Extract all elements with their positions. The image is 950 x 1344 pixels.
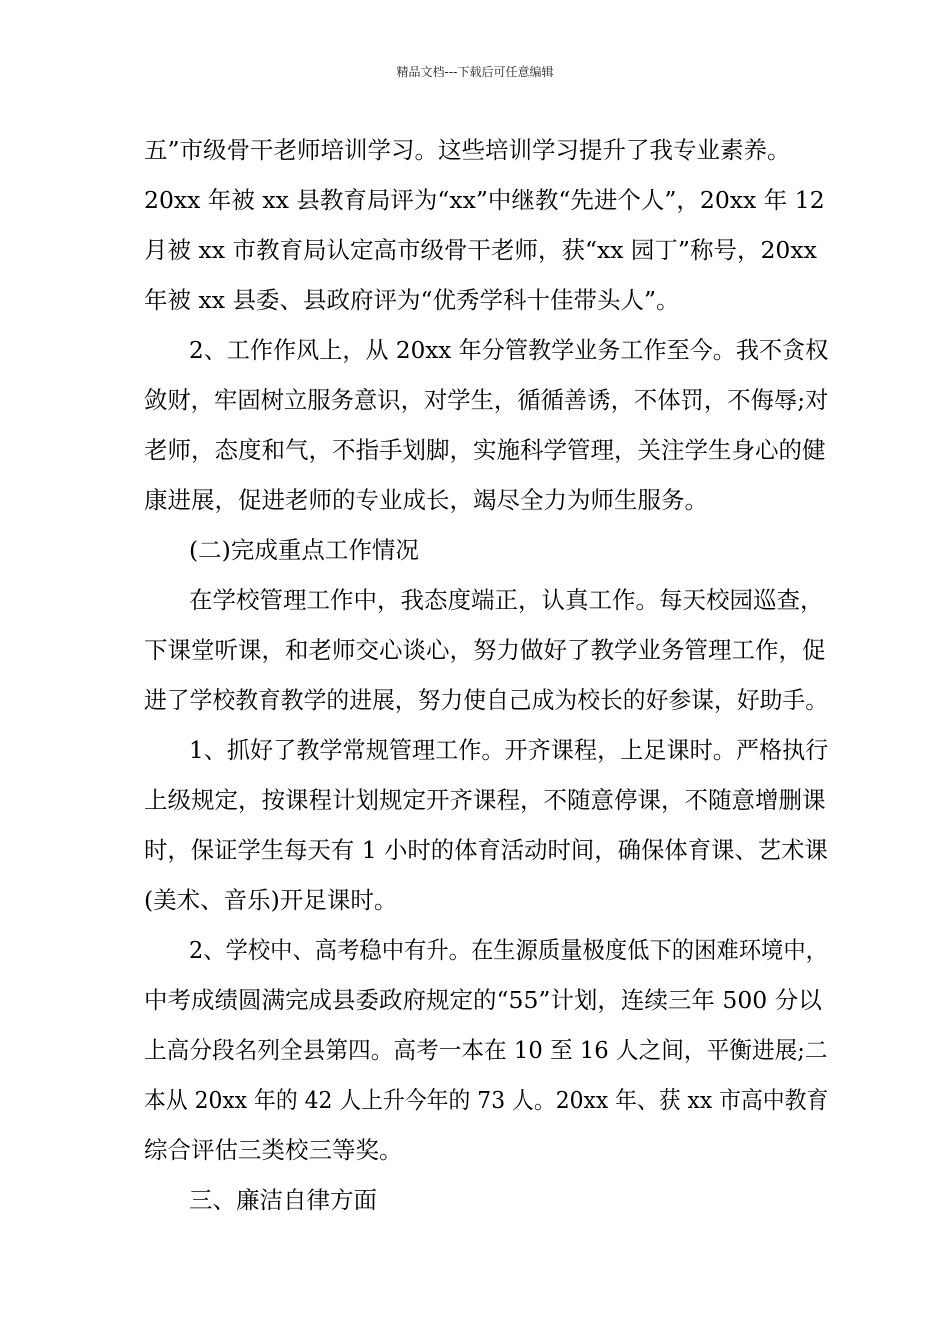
text-line: 时，保证学生每天有 1 小时的体育活动时间，确保体育课、艺术课	[144, 836, 828, 864]
text-line: 下课堂听课，和老师交心谈心，努力做好了教学业务管理工作，促	[144, 636, 826, 664]
text-line: 五”市级骨干老师培训学习。这些培训学习提升了我专业素养。	[144, 136, 791, 164]
text-line: 本从 20xx 年的 42 人上升今年的 73 人。20xx 年、获 xx 市高中教育	[144, 1086, 829, 1114]
text-line: 上级规定，按课程计划规定开齐课程，不随意停课，不随意增删课	[144, 786, 826, 814]
text-line: 中考成绩圆满完成县委政府规定的“55”计划，连续三年 500 分以	[144, 986, 822, 1014]
text-line: 月被 xx 市教育局认定高市级骨干老师，获“xx 园丁”称号，20xx	[144, 236, 817, 264]
text-line: 康进展，促进老师的专业成长，竭尽全力为师生服务。	[144, 486, 708, 514]
text-line: 20xx 年被 xx 县教育局评为“xx”中继教“先进个人”，20xx 年 12	[144, 186, 825, 214]
text-line: 上高分段名列全县第四。高考一本在 10 至 16 人之间，平衡进展;二	[144, 1036, 828, 1064]
text-line: 进了学校教育教学的进展，努力使自己成为校长的好参谋，好助手。	[144, 686, 828, 714]
text-line: 1、抓好了教学常规管理工作。开齐课程，上足课时。严格执行	[189, 736, 829, 764]
text-line: 敛财，牢固树立服务意识，对学生，循循善诱，不体罚，不侮辱;对	[144, 386, 829, 414]
text-line: 2、学校中、高考稳中有升。在生源质量极度低下的困难环境中，	[189, 936, 828, 964]
text-line: 综合评估三类校三等奖。	[144, 1136, 403, 1164]
page-header: 精品文档---下载后可任意编辑	[396, 65, 554, 79]
section-heading: 三、廉洁自律方面	[189, 1186, 377, 1214]
text-line: 年被 xx 县委、县政府评为“优秀学科十佳带头人”。	[144, 286, 680, 314]
section-heading: (二)完成重点工作情况	[189, 536, 419, 564]
text-line: (美术、音乐)开足课时。	[144, 886, 398, 914]
text-line: 老师，态度和气，不指手划脚，实施科学管理，关注学生身心的健	[144, 436, 826, 464]
text-line: 2、工作作风上，从 20xx 年分管教学业务工作至今。我不贪权	[189, 336, 829, 364]
text-line: 在学校管理工作中，我态度端正，认真工作。每天校园巡查，	[189, 586, 824, 614]
